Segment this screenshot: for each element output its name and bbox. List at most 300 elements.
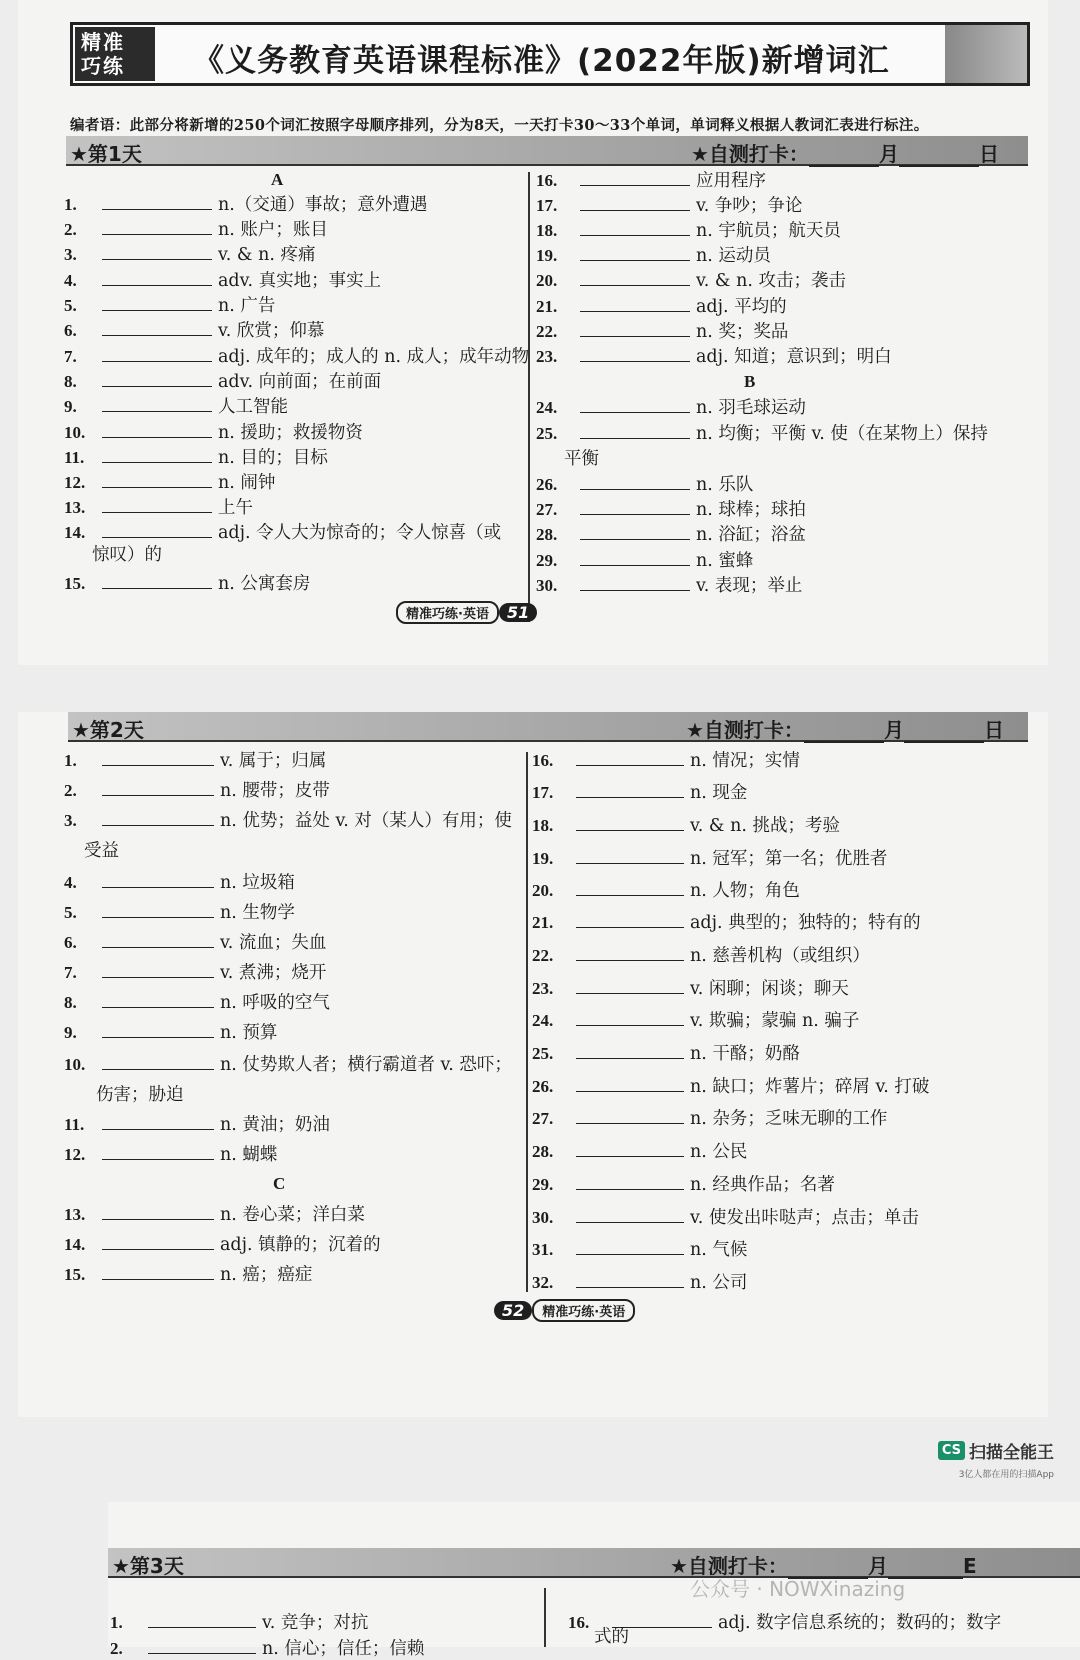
definition: n. 预算 [220, 1023, 278, 1043]
page-52 [18, 712, 1048, 1417]
answer-blank[interactable] [576, 945, 684, 961]
camscanner-logo-icon: CS [938, 1441, 965, 1460]
day-blank[interactable] [899, 165, 979, 167]
item-number: 20. [532, 881, 554, 900]
vocab-item [532, 912, 921, 934]
definition: adj. 知道；意识到；明白 [696, 347, 892, 367]
month-label: 月 [867, 1554, 888, 1578]
answer-blank[interactable] [576, 782, 684, 798]
item-number: 3. [64, 811, 77, 830]
item-number: 5. [64, 296, 77, 315]
answer-blank[interactable] [576, 1141, 684, 1157]
vocab-item [64, 810, 512, 832]
item-number: 7. [64, 963, 77, 982]
answer-blank[interactable] [102, 1204, 214, 1220]
item-number: 24. [532, 1011, 554, 1030]
vocab-item [64, 962, 326, 984]
definition: v. & n. 疼痛 [218, 245, 316, 265]
vocab-item [532, 978, 849, 1000]
item-number: 13. [64, 498, 86, 517]
item-number: 27. [532, 1109, 554, 1128]
vocab-item [64, 1204, 365, 1226]
answer-blank[interactable] [102, 219, 212, 235]
definition: n. 黄油；奶油 [220, 1115, 330, 1135]
vocab-item [536, 423, 988, 445]
vocab-item [532, 782, 747, 804]
item-number: 11. [64, 1115, 85, 1134]
definition: n. 奖；奖品 [696, 322, 789, 342]
definition: n. 信心；信任；信赖 [262, 1639, 425, 1659]
definition: n. 气候 [690, 1240, 748, 1260]
vocab-item [536, 170, 766, 192]
definition: n. 干酪；奶酪 [690, 1044, 800, 1064]
definition: n. 浴缸；浴盆 [696, 525, 806, 545]
item-number: 24. [536, 398, 558, 417]
answer-blank[interactable] [576, 1076, 684, 1092]
answer-blank[interactable] [102, 573, 212, 589]
item-number: 27. [536, 500, 558, 519]
definition: n. 球棒；球拍 [696, 500, 806, 520]
answer-blank[interactable] [102, 194, 212, 210]
vocab-item [64, 320, 324, 342]
item-number: 18. [536, 221, 558, 240]
vocab-item [64, 295, 275, 317]
answer-blank[interactable] [102, 1144, 214, 1160]
answer-blank[interactable] [148, 1638, 256, 1654]
answer-blank[interactable] [580, 474, 690, 490]
definition: 人工智能 [218, 397, 288, 417]
answer-blank[interactable] [102, 1054, 214, 1070]
vocab-item [532, 1010, 859, 1032]
vocab-item [64, 371, 381, 393]
answer-blank[interactable] [576, 1207, 684, 1223]
definition: n. 腰带；皮带 [220, 781, 330, 801]
item-number: 19. [532, 849, 554, 868]
item-number: 3. [64, 245, 77, 264]
item-number: 31. [532, 1240, 554, 1259]
answer-blank[interactable] [102, 396, 212, 412]
answer-blank[interactable] [102, 1264, 214, 1280]
definition: n. 蝴蝶 [220, 1145, 278, 1165]
definition: adj. 数字信息系统的；数码的；数字 [718, 1613, 1002, 1633]
day2-item10-continuation: 伤害；胁迫 [96, 1085, 184, 1105]
item-number: 8. [64, 372, 77, 391]
item-number: 14. [64, 1235, 86, 1254]
definition: n. 卷心菜；洋白菜 [220, 1205, 365, 1225]
vocab-item [64, 750, 326, 772]
page-header [70, 22, 1030, 86]
checkin-label: ★自测打卡： [686, 718, 804, 742]
vocab-item [532, 1207, 919, 1229]
definition: n. 垃圾箱 [220, 873, 295, 893]
item-number: 30. [532, 1208, 554, 1227]
vocab-item [536, 195, 802, 217]
definition: n. 蜜蜂 [696, 551, 754, 571]
day-blank[interactable] [904, 741, 984, 743]
answer-blank[interactable] [102, 320, 212, 336]
definition: n. 生物学 [220, 903, 295, 923]
answer-blank[interactable] [102, 422, 212, 438]
definition: n. 经典作品；名著 [690, 1175, 835, 1195]
definition: n. 广告 [218, 296, 276, 316]
item-number: 23. [532, 979, 554, 998]
definition: n. 癌；癌症 [220, 1265, 313, 1285]
definition: adv. 向前面；在前面 [218, 372, 382, 392]
day3-bar [108, 1548, 1080, 1578]
item-number: 20. [536, 271, 558, 290]
vocab-item [64, 497, 253, 519]
definition: adj. 平均的 [696, 297, 787, 317]
definition: n. 运动员 [696, 246, 771, 266]
item-number: 10. [64, 1055, 86, 1074]
item-number: 8. [64, 993, 77, 1012]
item-number: 15. [64, 1265, 86, 1284]
answer-blank[interactable] [580, 195, 690, 211]
vocab-item [110, 1612, 368, 1634]
item-number: 6. [64, 933, 77, 952]
day-unit-label: 日 [978, 142, 999, 166]
vocab-item [536, 321, 788, 343]
definition: n. 羽毛球运动 [696, 398, 806, 418]
day2-label: ★第2天 [72, 718, 144, 742]
vocab-item [536, 550, 753, 572]
vocab-item [532, 1272, 747, 1294]
item-number: 12. [64, 1145, 86, 1164]
item-number: 7. [64, 347, 77, 366]
item-number: 9. [64, 397, 77, 416]
vocab-item [532, 1239, 747, 1261]
definition: v. 表现；举止 [696, 576, 803, 596]
vocab-item [64, 447, 328, 469]
vocab-item [536, 499, 806, 521]
definition: adj. 典型的；独特的；特有的 [690, 913, 921, 933]
vocab-item [64, 1022, 277, 1044]
definition: n. 人物；角色 [690, 881, 800, 901]
day1-bar [66, 136, 1028, 166]
vocab-item [536, 397, 806, 419]
definition: n. 援助；救援物资 [218, 423, 363, 443]
item-number: 21. [532, 913, 554, 932]
item-number: 5. [64, 903, 77, 922]
vocab-item [64, 244, 315, 266]
definition: n. 优势；益处 v. 对（某人）有用；使 [220, 811, 512, 831]
month-label: 月 [883, 718, 904, 742]
answer-blank[interactable] [576, 912, 684, 928]
item-number: 26. [536, 475, 558, 494]
vocab-item [110, 1638, 424, 1660]
vocab-item [536, 575, 802, 597]
item-number: 28. [532, 1142, 554, 1161]
answer-blank[interactable] [576, 1108, 684, 1124]
vocab-item [64, 902, 295, 924]
item-number: 25. [532, 1044, 554, 1063]
page-53-partial [108, 1502, 1080, 1659]
item-number: 11. [64, 448, 85, 467]
day-unit-label: E [962, 1554, 977, 1578]
vocab-item [64, 422, 363, 444]
day1-item25-continuation: 平衡 [564, 449, 599, 469]
answer-blank[interactable] [580, 296, 690, 312]
definition: v. 争吵；争论 [696, 196, 803, 216]
definition: n. 仗势欺人者；横行霸道者 v. 恐吓； [220, 1055, 512, 1075]
vocab-item [532, 848, 887, 870]
answer-blank[interactable] [580, 170, 690, 186]
day2-checkin [686, 714, 1004, 743]
answer-blank[interactable] [102, 371, 212, 387]
definition: n. 现金 [690, 783, 748, 803]
vocab-item [532, 1174, 835, 1196]
item-number: 16. [568, 1613, 590, 1632]
item-number: 29. [536, 551, 558, 570]
item-number: 9. [64, 1023, 77, 1042]
vocab-item [532, 1043, 800, 1065]
definition: n. 乐队 [696, 475, 754, 495]
definition: adj. 成年的；成人的 n. 成人；成年动物 [218, 347, 530, 367]
definition: n. 闹钟 [218, 473, 276, 493]
answer-blank[interactable] [102, 346, 212, 362]
vocab-item [532, 945, 870, 967]
answer-blank[interactable] [576, 1174, 684, 1190]
definition: n. 缺口；炸薯片；碎屑 v. 打破 [690, 1077, 930, 1097]
vocab-item [64, 573, 310, 595]
letter-heading-a: A [271, 170, 284, 189]
vocab-item [64, 932, 326, 954]
answer-blank[interactable] [576, 1043, 684, 1059]
letter-heading-b: B [744, 372, 756, 391]
answer-blank[interactable] [580, 220, 690, 236]
answer-blank[interactable] [580, 499, 690, 515]
item-number: 2. [64, 220, 77, 239]
vocab-item [64, 1264, 312, 1286]
item-number: 17. [536, 196, 558, 215]
answer-blank[interactable] [102, 1022, 214, 1038]
header-decoration [945, 25, 1027, 83]
item-number: 1. [110, 1613, 123, 1632]
item-number: 19. [536, 246, 558, 265]
editor-note: 编者语：此部分将新增的250个词汇按照字母顺序排列，分为8天，一天打卡30～33个单词，单词释义根据人教词汇表进行标注。 [70, 117, 929, 134]
vocab-item [532, 1141, 747, 1163]
item-number: 1. [64, 195, 77, 214]
answer-blank[interactable] [576, 848, 684, 864]
answer-blank[interactable] [102, 270, 212, 286]
definition: 应用程序 [696, 171, 766, 191]
letter-heading-c: C [273, 1174, 286, 1193]
checkin-label: ★自测打卡： [670, 1554, 788, 1578]
answer-blank[interactable] [580, 397, 690, 413]
definition: n.（交通）事故；意外遭遇 [218, 195, 428, 215]
definition: n. 公寓套房 [218, 574, 311, 594]
definition: n. 公民 [690, 1142, 748, 1162]
scanner-app-name: 扫描全能王 [969, 1443, 1054, 1463]
vocab-item [532, 815, 840, 837]
answer-blank[interactable] [102, 1234, 214, 1250]
item-number: 29. [532, 1175, 554, 1194]
answer-blank[interactable] [102, 244, 212, 260]
vocab-item [64, 1114, 330, 1136]
vocab-item [536, 346, 892, 368]
answer-blank[interactable] [102, 932, 214, 948]
item-number: 21. [536, 297, 558, 316]
answer-blank[interactable] [102, 1114, 214, 1130]
item-number: 30. [536, 576, 558, 595]
vocab-item [64, 472, 275, 494]
column-divider [526, 752, 528, 1292]
answer-blank[interactable] [580, 575, 690, 591]
item-number: 28. [536, 525, 558, 544]
day2-item3-continuation: 受益 [84, 841, 119, 861]
vocab-item [536, 245, 771, 267]
brand-logo: 精准 巧练 [75, 27, 155, 81]
answer-blank[interactable] [102, 472, 212, 488]
item-number: 12. [64, 473, 86, 492]
answer-blank[interactable] [580, 270, 690, 286]
vocab-item [64, 872, 295, 894]
vocab-item [64, 270, 381, 292]
item-number: 15. [64, 574, 86, 593]
vocab-item [536, 270, 846, 292]
item-number: 22. [536, 322, 558, 341]
vocab-item [536, 220, 841, 242]
month-blank[interactable] [809, 165, 879, 167]
answer-blank[interactable] [576, 978, 684, 994]
vocab-item [532, 750, 800, 772]
definition: n. 呼吸的空气 [220, 993, 330, 1013]
item-number: 18. [532, 816, 554, 835]
page-title: 《义务教育英语课程标准》(2022年版)新增词汇 [193, 43, 890, 79]
answer-blank[interactable] [102, 295, 212, 311]
vocab-item [64, 396, 288, 418]
vocab-item [568, 1612, 1001, 1634]
item-number: 16. [532, 751, 554, 770]
answer-blank[interactable] [102, 522, 212, 538]
vocab-item [64, 194, 427, 216]
answer-blank[interactable] [580, 423, 690, 439]
item-number: 1. [64, 751, 77, 770]
definition: n. 账户；账目 [218, 220, 328, 240]
item-number: 17. [532, 783, 554, 802]
definition: n. 宇航员；航天员 [696, 221, 841, 241]
definition: v. 闲聊；闲谈；聊天 [690, 979, 849, 999]
definition: n. 均衡；平衡 v. 使（在某物上）保持 [696, 424, 988, 444]
definition: n. 情况；实情 [690, 751, 800, 771]
item-number: 22. [532, 946, 554, 965]
item-number: 13. [64, 1205, 86, 1224]
definition: v. 使发出咔哒声；点击；单击 [690, 1208, 919, 1228]
definition: v. 煮沸；烧开 [220, 963, 327, 983]
page-footer-51 [396, 601, 537, 624]
definition: v. 流血；失血 [220, 933, 327, 953]
vocab-item [64, 992, 330, 1014]
page-number: 51 [499, 603, 537, 622]
definition: v. 竞争；对抗 [262, 1613, 369, 1633]
answer-blank[interactable] [576, 880, 684, 896]
vocab-item [64, 522, 501, 544]
item-number: 10. [64, 423, 86, 442]
day1-label: ★第1天 [70, 142, 142, 166]
day-unit-label: 日 [983, 718, 1004, 742]
column-divider [528, 172, 530, 622]
definition: v. & n. 攻击；袭击 [696, 271, 846, 291]
answer-blank[interactable] [580, 346, 690, 362]
scanner-watermark [938, 1438, 1054, 1480]
month-label: 月 [878, 142, 899, 166]
vocab-item [64, 1054, 512, 1076]
answer-blank[interactable] [102, 750, 214, 766]
answer-blank[interactable] [102, 872, 214, 888]
vocab-item [532, 1076, 929, 1098]
item-number: 23. [536, 347, 558, 366]
answer-blank[interactable] [576, 1272, 684, 1288]
vocab-item [64, 346, 529, 368]
definition: n. 目的；目标 [218, 448, 328, 468]
scanner-slogan: 3亿人都在用的扫描App [958, 1470, 1054, 1480]
answer-blank[interactable] [148, 1612, 256, 1628]
month-blank[interactable] [804, 741, 884, 743]
answer-blank[interactable] [576, 1239, 684, 1255]
definition: n. 杂务；乏味无聊的工作 [690, 1109, 888, 1129]
item-number: 14. [64, 523, 86, 542]
definition: v. & n. 挑战；考验 [690, 816, 840, 836]
definition: n. 冠军；第一名；优胜者 [690, 849, 888, 869]
page-number: 52 [494, 1301, 532, 1320]
vocab-item [532, 880, 800, 902]
answer-blank[interactable] [102, 497, 212, 513]
vocab-item [64, 1234, 381, 1256]
column-divider [544, 1588, 546, 1647]
definition: v. 欣赏；仰慕 [218, 321, 325, 341]
definition: 上午 [218, 498, 253, 518]
vocab-item [532, 1108, 887, 1130]
wechat-watermark: 公众号 · NOWXinazing [690, 1577, 906, 1601]
answer-blank[interactable] [576, 815, 684, 831]
day2-bar [68, 712, 1028, 742]
item-number: 4. [64, 873, 77, 892]
day3-item16-continuation: 式的 [594, 1627, 629, 1647]
item-number: 2. [110, 1639, 123, 1658]
definition: n. 公司 [690, 1273, 748, 1293]
day1-item14-continuation: 惊叹）的 [92, 545, 162, 565]
answer-blank[interactable] [102, 447, 212, 463]
answer-blank[interactable] [102, 992, 214, 1008]
day3-label: ★第3天 [112, 1554, 184, 1578]
answer-blank[interactable] [580, 321, 690, 337]
answer-blank[interactable] [102, 810, 214, 826]
answer-blank[interactable] [102, 902, 214, 918]
item-number: 6. [64, 321, 77, 340]
vocab-item [64, 1144, 277, 1166]
answer-blank[interactable] [576, 1010, 684, 1026]
definition: n. 慈善机构（或组织） [690, 946, 870, 966]
answer-blank[interactable] [580, 524, 690, 540]
page-footer-52 [494, 1299, 635, 1322]
item-number: 32. [532, 1273, 554, 1292]
answer-blank[interactable] [102, 780, 214, 796]
vocab-item [536, 524, 806, 546]
answer-blank[interactable] [580, 245, 690, 261]
checkin-label: ★自测打卡： [691, 142, 809, 166]
definition: adj. 镇静的；沉着的 [220, 1235, 381, 1255]
page-51 [18, 0, 1048, 665]
vocab-item [64, 780, 330, 802]
footer-book-name: 精准巧练·英语 [396, 601, 499, 624]
footer-book-name: 精准巧练·英语 [532, 1299, 635, 1322]
vocab-item [64, 219, 328, 241]
answer-blank[interactable] [102, 962, 214, 978]
answer-blank[interactable] [576, 750, 684, 766]
answer-blank[interactable] [580, 550, 690, 566]
definition: adj. 令人大为惊奇的；令人惊喜（或 [218, 523, 502, 543]
item-number: 16. [536, 171, 558, 190]
